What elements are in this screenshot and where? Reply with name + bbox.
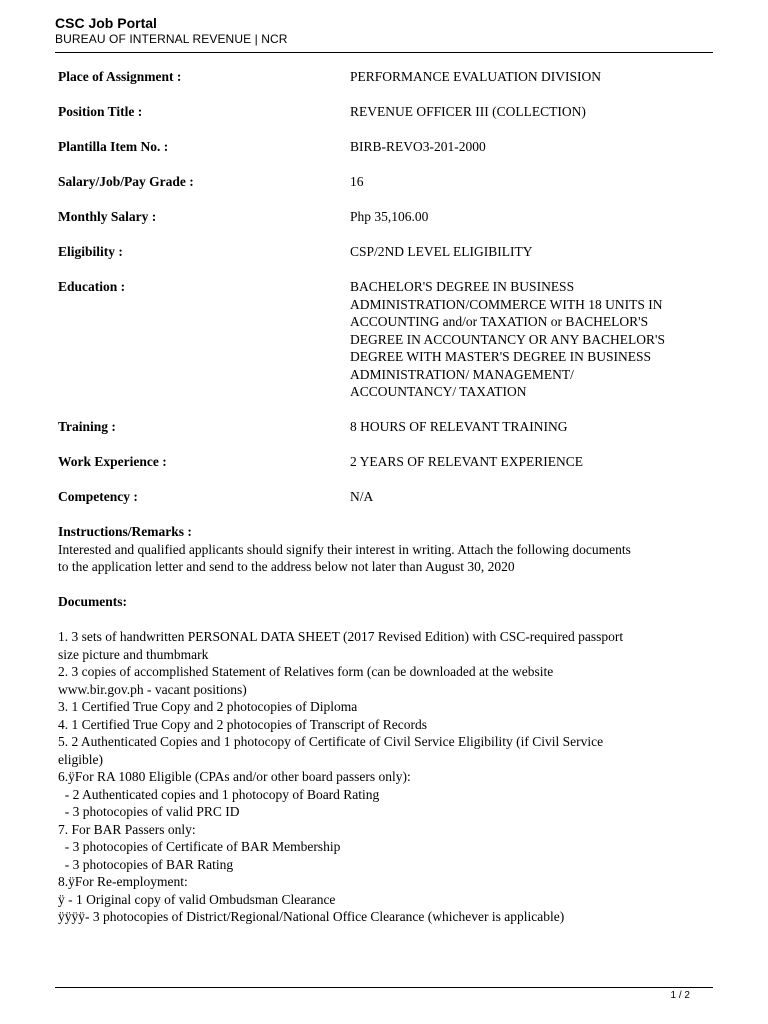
field-row xyxy=(58,418,708,436)
field-value: 16 xyxy=(350,174,364,189)
field-label: Salary/Job/Pay Grade : xyxy=(58,174,194,189)
instructions-line: to the application letter and send to the address below not later than August 30, 2020 xyxy=(58,559,515,574)
field-value: 8 HOURS OF RELEVANT TRAINING xyxy=(350,419,568,434)
document-line: eligible) xyxy=(58,751,103,767)
document-line: 6.ÿFor RA 1080 Eligible (CPAs and/or other board passers only): xyxy=(58,769,411,784)
field-value: 2 YEARS OF RELEVANT EXPERIENCE xyxy=(350,454,584,469)
field-row xyxy=(58,453,708,471)
field-label: Plantilla Item No. : xyxy=(58,139,169,154)
document-line: - 3 photocopies of valid PRC ID xyxy=(58,804,240,819)
document-line: 1. 3 sets of handwritten PERSONAL DATA SHEET (2017 Revised Edition) with CSC-required passport xyxy=(58,629,624,644)
document-line: size picture and thumbmark xyxy=(58,646,209,662)
field-value: N/A xyxy=(350,489,374,504)
page-header xyxy=(55,14,288,46)
field-row xyxy=(58,208,708,226)
field-label: Competency : xyxy=(58,489,138,504)
field-list xyxy=(58,68,708,506)
page-number: 1 / 2 xyxy=(670,990,690,1001)
portal-title: CSC Job Portal xyxy=(55,15,157,31)
field-value: BACHELOR'S DEGREE IN BUSINESS ADMINISTRATION/COMMERCE WITH 18 UNITS IN ACCOUNTING and/or TAXATION or BACHELOR'S DEGREE IN ACCOUNTANCY OR ANY BACHELOR'S DEGREE WITH MASTER'S DEGREE IN BUSINESS ADMINISTRATION/ MANAGEMENT/ ACCOUNTANCY/ TAXATION xyxy=(350,279,665,399)
documents-list xyxy=(58,628,708,926)
documents-section xyxy=(58,593,708,926)
field-value: PERFORMANCE EVALUATION DIVISION xyxy=(350,69,602,84)
document-line: 4. 1 Certified True Copy and 2 photocopies of Transcript of Records xyxy=(58,716,427,732)
field-value: BIRB-REVO3-201-2000 xyxy=(350,139,486,154)
field-label: Place of Assignment : xyxy=(58,69,182,84)
instructions-section xyxy=(58,523,708,576)
document-line: www.bir.gov.ph - vacant positions) xyxy=(58,681,247,697)
instructions-label: Instructions/Remarks : xyxy=(58,524,192,539)
field-row xyxy=(58,173,708,191)
field-label: Education : xyxy=(58,279,126,294)
document-line: 7. For BAR Passers only: xyxy=(58,821,196,837)
documents-label: Documents: xyxy=(58,594,127,609)
field-row xyxy=(58,103,708,121)
document-line: 8.ÿFor Re-employment: xyxy=(58,874,188,889)
footer-divider xyxy=(55,987,713,988)
agency-subtitle: BUREAU OF INTERNAL REVENUE | NCR xyxy=(55,32,288,46)
document-line: - 3 photocopies of BAR Rating xyxy=(58,856,234,872)
document-line: 5. 2 Authenticated Copies and 1 photocopy of Certificate of Civil Service Eligibility (if Civil Service xyxy=(58,734,604,749)
instructions-line: Interested and qualified applicants should signify their interest in writing. Attach the following documents xyxy=(58,541,631,557)
field-row xyxy=(58,488,708,506)
field-label: Monthly Salary : xyxy=(58,209,157,224)
field-row xyxy=(58,138,708,156)
document-line: - 2 Authenticated copies and 1 photocopy of Board Rating xyxy=(58,786,380,802)
job-details xyxy=(58,68,708,926)
field-value: Php 35,106.00 xyxy=(350,209,429,224)
document-line: ÿÿÿÿ- 3 photocopies of District/Regional/National Office Clearance (whichever is applicable) xyxy=(58,909,565,924)
field-row xyxy=(58,278,708,401)
document-line: ÿ - 1 Original copy of valid Ombudsman Clearance xyxy=(58,891,336,907)
field-label: Position Title : xyxy=(58,104,143,119)
document-line: 2. 3 copies of accomplished Statement of Relatives form (can be downloaded at the website xyxy=(58,664,554,679)
field-value: CSP/2ND LEVEL ELIGIBILITY xyxy=(350,244,533,259)
field-label: Eligibility : xyxy=(58,244,123,259)
document-line: 3. 1 Certified True Copy and 2 photocopies of Diploma xyxy=(58,699,358,714)
field-label: Training : xyxy=(58,419,116,434)
field-value: REVENUE OFFICER III (COLLECTION) xyxy=(350,104,586,119)
document-line: - 3 photocopies of Certificate of BAR Membership xyxy=(58,839,341,854)
field-row xyxy=(58,68,708,86)
header-divider xyxy=(55,52,713,53)
field-label: Work Experience : xyxy=(58,454,167,469)
field-row xyxy=(58,243,708,261)
